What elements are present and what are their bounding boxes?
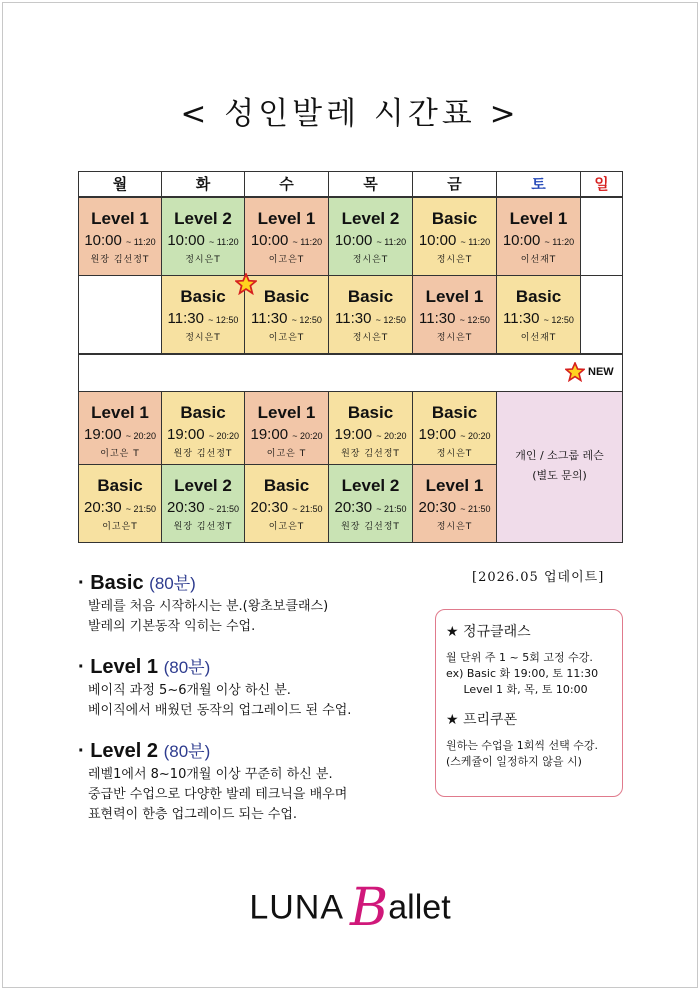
info-box bbox=[435, 609, 623, 797]
bullet-dot: · bbox=[78, 740, 91, 762]
end-time: ~ 21:50 bbox=[208, 504, 239, 514]
regular-class-title: ★ 정규클래스 bbox=[446, 624, 531, 640]
teacher-name: 정시은T bbox=[436, 255, 473, 265]
class-time bbox=[245, 499, 328, 518]
start-time: 10:00 bbox=[502, 232, 541, 249]
logo-letter-b: B bbox=[350, 878, 389, 938]
coupon-line: (스케쥴이 일정하지 않을 시) bbox=[446, 755, 582, 768]
teacher-name: 원장 김선정T bbox=[341, 522, 400, 532]
class-level: Basic bbox=[263, 476, 310, 495]
empty-slot bbox=[580, 275, 623, 354]
private-lesson-note: (별도 문의) bbox=[532, 469, 587, 482]
end-time: ~ 20:20 bbox=[208, 431, 239, 441]
note-line: 중급반 수업으로 다양한 발레 테크닉을 배우며 bbox=[88, 787, 348, 802]
new-star-icon bbox=[565, 362, 585, 382]
new-badge bbox=[565, 362, 614, 382]
start-time: 20:30 bbox=[167, 499, 205, 516]
start-time: 10:00 bbox=[418, 232, 457, 249]
teacher-name: 원장 김선정T bbox=[90, 255, 150, 265]
start-time: 19:00 bbox=[334, 426, 373, 443]
start-time: 11:30 bbox=[251, 310, 288, 327]
end-time: ~ 11:20 bbox=[292, 237, 323, 247]
note-heading bbox=[78, 738, 438, 765]
private-lesson-cell bbox=[496, 391, 623, 543]
start-time: 20:30 bbox=[334, 499, 373, 516]
note-title: Basic bbox=[90, 572, 144, 594]
regular-line: 월 단위 주 1 ~ 5회 고정 수강. bbox=[446, 651, 593, 664]
teacher-name: 원장 김선정T bbox=[341, 449, 400, 459]
end-time: ~ 20:20 bbox=[292, 431, 323, 441]
note-title: Level 1 bbox=[90, 656, 159, 678]
class-slot bbox=[244, 464, 329, 543]
end-time: ~ 11:20 bbox=[209, 237, 239, 247]
day-header: 토 bbox=[496, 171, 581, 197]
private-lesson-text bbox=[497, 446, 622, 486]
class-slot bbox=[78, 197, 162, 276]
end-time: ~ 20:20 bbox=[125, 431, 156, 441]
class-time bbox=[162, 426, 244, 445]
end-time: ~ 20:20 bbox=[460, 431, 491, 441]
end-time: ~ 12:50 bbox=[459, 315, 490, 325]
class-slot bbox=[161, 464, 245, 543]
teacher-name: 정시은T bbox=[185, 333, 221, 343]
private-lesson-title: 개인 / 소그룹 레슨 bbox=[515, 449, 604, 462]
start-time: 19:00 bbox=[167, 426, 205, 443]
note-duration: (80분) bbox=[163, 742, 211, 761]
class-time bbox=[245, 232, 328, 251]
note-line: 발레를 처음 시작하시는 분.(왕초보클래스) bbox=[88, 599, 329, 614]
teacher-name: 이고은T bbox=[102, 522, 138, 532]
class-level: Basic bbox=[347, 403, 394, 422]
note-line: 표현력이 한층 업그레이드 되는 수업. bbox=[88, 807, 298, 822]
class-level: Basic bbox=[180, 287, 226, 306]
class-slot bbox=[412, 464, 497, 543]
note-line: 베이직 과정 5~6개월 이상 하신 분. bbox=[88, 683, 291, 698]
day-header: 목 bbox=[328, 171, 413, 197]
class-level: Level 1 bbox=[91, 209, 149, 228]
class-time bbox=[245, 426, 328, 445]
class-slot bbox=[161, 275, 245, 354]
regular-line: Level 1 화, 목, 토 10:00 bbox=[446, 683, 588, 696]
class-level: Level 1 bbox=[257, 209, 316, 228]
class-slot bbox=[412, 275, 497, 354]
class-slot bbox=[328, 275, 413, 354]
class-slot bbox=[244, 391, 329, 470]
class-time bbox=[329, 426, 412, 445]
class-level: Basic bbox=[431, 209, 478, 228]
logo-text-luna: LUNA bbox=[249, 888, 345, 927]
page-title: < 성인발레 시간표 > bbox=[180, 96, 520, 132]
class-level: Level 1 bbox=[257, 403, 316, 422]
end-time: ~ 12:50 bbox=[208, 315, 239, 325]
class-level: Level 2 bbox=[341, 209, 400, 228]
class-time bbox=[413, 232, 496, 251]
class-level: Basic bbox=[180, 403, 226, 422]
start-time: 11:30 bbox=[335, 310, 372, 327]
class-slot bbox=[496, 275, 581, 354]
class-time bbox=[413, 499, 496, 518]
class-slot bbox=[412, 197, 497, 276]
class-level: Level 1 bbox=[425, 476, 484, 495]
teacher-name: 정시은T bbox=[352, 333, 389, 343]
class-time bbox=[329, 499, 412, 518]
class-time bbox=[413, 310, 496, 329]
end-time: ~ 12:50 bbox=[375, 315, 406, 325]
class-slot bbox=[244, 197, 329, 276]
teacher-name: 원장 김선정T bbox=[173, 522, 233, 532]
start-time: 19:00 bbox=[418, 426, 457, 443]
class-level: Basic bbox=[97, 476, 143, 495]
note-line: 발레의 기본동작 익히는 수업. bbox=[88, 619, 256, 634]
end-time: ~ 20:20 bbox=[376, 431, 407, 441]
class-time bbox=[329, 232, 412, 251]
note-block bbox=[78, 654, 438, 721]
start-time: 11:30 bbox=[167, 310, 204, 327]
class-slot bbox=[328, 197, 413, 276]
start-time: 10:00 bbox=[334, 232, 373, 249]
class-slot bbox=[412, 391, 497, 470]
teacher-name: 이고은 T bbox=[266, 449, 307, 459]
teacher-name: 정시은T bbox=[352, 255, 389, 265]
new-star-icon bbox=[235, 273, 257, 295]
teacher-name: 이고은T bbox=[268, 522, 305, 532]
end-time: ~ 21:50 bbox=[460, 504, 491, 514]
class-notes bbox=[78, 570, 438, 842]
teacher-name: 이고은T bbox=[268, 333, 305, 343]
class-level: Level 1 bbox=[425, 287, 484, 306]
teacher-name: 원장 김선정T bbox=[173, 449, 233, 459]
coupon-line: 원하는 수업을 1회씩 선택 수강. bbox=[446, 739, 598, 752]
regular-line: ex) Basic 화 19:00, 토 11:30 bbox=[446, 667, 599, 680]
note-block bbox=[78, 570, 438, 637]
class-time bbox=[245, 310, 328, 329]
teacher-name: 이고은 T bbox=[100, 449, 140, 459]
end-time: ~ 21:50 bbox=[292, 504, 323, 514]
teacher-name: 정시은T bbox=[436, 333, 473, 343]
teacher-name: 이선재T bbox=[520, 333, 557, 343]
class-time bbox=[79, 426, 161, 445]
class-time bbox=[329, 310, 412, 329]
new-class-marker bbox=[235, 273, 257, 299]
start-time: 10:00 bbox=[84, 232, 122, 249]
class-level: Basic bbox=[347, 287, 394, 306]
end-time: ~ 21:50 bbox=[125, 504, 156, 514]
start-time: 20:30 bbox=[84, 499, 122, 516]
class-time bbox=[79, 232, 161, 251]
note-line: 베이직에서 배웠던 동작의 업그레이드 된 수업. bbox=[88, 703, 352, 718]
empty-slot bbox=[580, 197, 623, 276]
note-title: Level 2 bbox=[90, 740, 159, 762]
luna-ballet-logo bbox=[0, 878, 700, 938]
start-time: 10:00 bbox=[167, 232, 205, 249]
class-slot bbox=[161, 197, 245, 276]
class-time bbox=[79, 499, 161, 518]
teacher-name: 이고은T bbox=[268, 255, 305, 265]
bullet-dot: · bbox=[78, 572, 91, 594]
class-level: Level 1 bbox=[91, 403, 149, 422]
class-slot bbox=[78, 464, 162, 543]
day-header: 화 bbox=[161, 171, 245, 197]
class-time bbox=[413, 426, 496, 445]
note-heading bbox=[78, 654, 438, 681]
day-header: 일 bbox=[580, 171, 623, 197]
end-time: ~ 11:20 bbox=[126, 237, 156, 247]
start-time: 11:30 bbox=[503, 310, 540, 327]
class-slot bbox=[78, 391, 162, 470]
class-level: Basic bbox=[515, 287, 562, 306]
logo-text-allet: allet bbox=[388, 888, 451, 927]
class-time bbox=[497, 310, 580, 329]
day-header: 금 bbox=[412, 171, 497, 197]
class-slot bbox=[161, 391, 245, 470]
class-level: Level 2 bbox=[174, 476, 232, 495]
class-slot bbox=[328, 464, 413, 543]
free-coupon-title: ★ 프리쿠폰 bbox=[446, 712, 518, 728]
bullet-dot: · bbox=[78, 656, 91, 678]
class-time bbox=[497, 232, 580, 251]
note-duration: (80분) bbox=[163, 658, 211, 677]
class-level: Level 1 bbox=[509, 209, 568, 228]
end-time: ~ 12:50 bbox=[291, 315, 322, 325]
start-time: 20:30 bbox=[250, 499, 289, 516]
day-header: 월 bbox=[78, 171, 162, 197]
class-slot bbox=[328, 391, 413, 470]
end-time: ~ 11:20 bbox=[460, 237, 491, 247]
start-time: 10:00 bbox=[250, 232, 289, 249]
class-time bbox=[162, 499, 244, 518]
start-time: 11:30 bbox=[419, 310, 456, 327]
note-heading bbox=[78, 570, 438, 597]
note-duration: (80분) bbox=[149, 574, 196, 593]
teacher-name: 정시은T bbox=[436, 449, 473, 459]
class-level: Basic bbox=[431, 403, 478, 422]
update-note: [2026.05 업데이트] bbox=[472, 570, 605, 585]
day-header: 수 bbox=[244, 171, 329, 197]
note-line: 레벨1에서 8~10개월 이상 꾸준히 하신 분. bbox=[88, 767, 333, 782]
class-slot bbox=[496, 197, 581, 276]
new-label: NEW bbox=[588, 366, 614, 378]
end-time: ~ 12:50 bbox=[543, 315, 574, 325]
class-level: Level 2 bbox=[174, 209, 232, 228]
teacher-name: 정시은T bbox=[185, 255, 221, 265]
class-level: Basic bbox=[263, 287, 310, 306]
spacer-row bbox=[78, 354, 623, 392]
note-block bbox=[78, 738, 438, 825]
end-time: ~ 11:20 bbox=[376, 237, 407, 247]
class-time bbox=[162, 232, 244, 251]
start-time: 20:30 bbox=[418, 499, 457, 516]
class-level: Level 2 bbox=[341, 476, 400, 495]
teacher-name: 정시은T bbox=[436, 522, 473, 532]
start-time: 19:00 bbox=[84, 426, 122, 443]
class-time bbox=[162, 310, 244, 329]
start-time: 19:00 bbox=[250, 426, 289, 443]
teacher-name: 이선재T bbox=[520, 255, 557, 265]
empty-slot bbox=[78, 275, 162, 354]
end-time: ~ 11:20 bbox=[544, 237, 575, 247]
end-time: ~ 21:50 bbox=[376, 504, 407, 514]
